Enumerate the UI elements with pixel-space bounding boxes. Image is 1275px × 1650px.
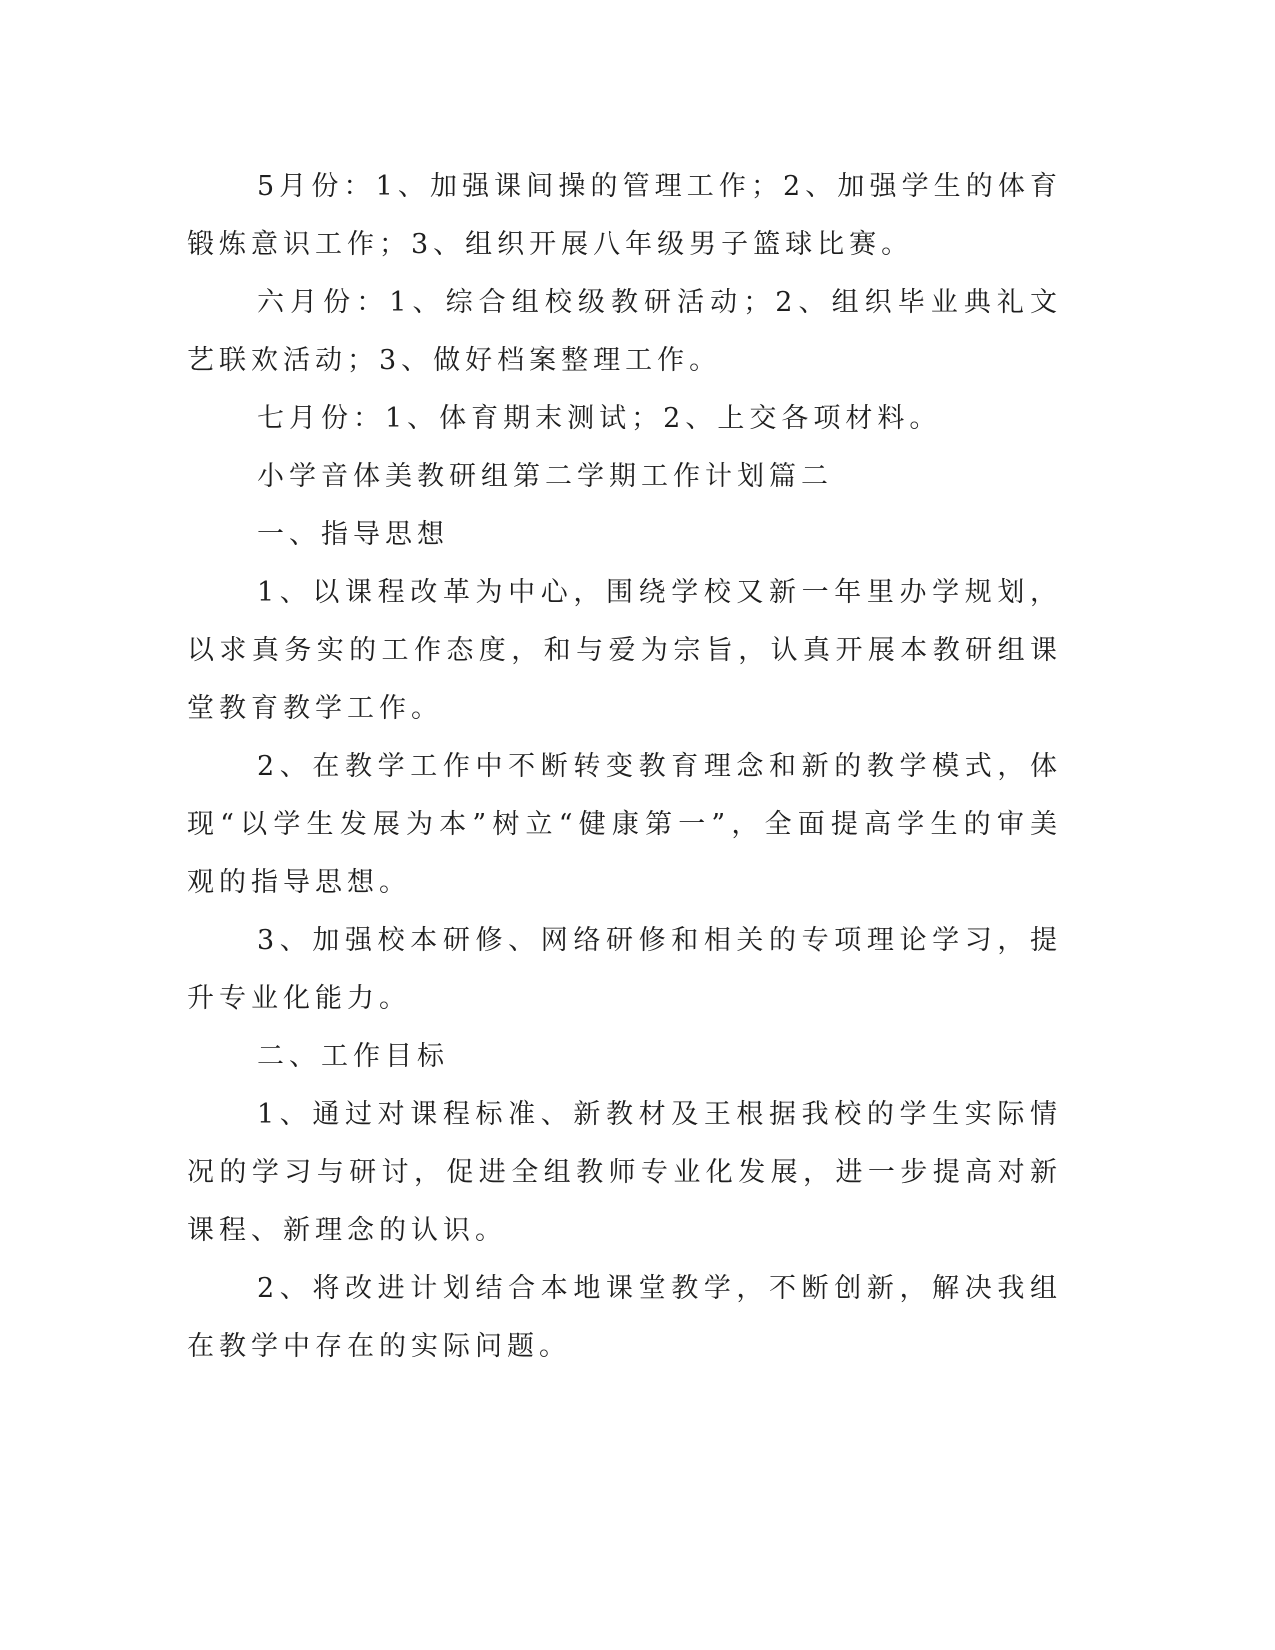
paragraph-ideology-1: 1、以课程改革为中心，围绕学校又新一年里办学规划，以求真务实的工作态度，和与爱为宗旨，认真开展本教研组课堂教育教学工作。 — [187, 577, 1062, 724]
document-body — [187, 158, 1062, 1376]
heading-work-goals: 二、工作目标 — [257, 1041, 449, 1072]
paragraph-ideology-3: 3、加强校本研修、网络研修和相关的专项理论学习，提升专业化能力。 — [187, 925, 1062, 1014]
paragraph-goal-1: 1、通过对课程标准、新教材及王根据我校的学生实际情况的学习与研讨，促进全组教师专业化发展，进一步提高对新课程、新理念的认识。 — [187, 1099, 1062, 1246]
paragraph-june-plan: 六月份：1、综合组校级教研活动；2、组织毕业典礼文艺联欢活动；3、做好档案整理工作。 — [187, 287, 1062, 376]
paragraph-goal-2: 2、将改进计划结合本地课堂教学，不断创新，解决我组在教学中存在的实际问题。 — [187, 1273, 1062, 1362]
paragraph-may-plan: 5月份：1、加强课间操的管理工作；2、加强学生的体育锻炼意识工作；3、组织开展八年级男子篮球比赛。 — [187, 171, 1062, 260]
paragraph-ideology-2: 2、在教学工作中不断转变教育理念和新的教学模式，体现“以学生发展为本”树立“健康第一”，全面提高学生的审美观的指导思想。 — [187, 751, 1062, 898]
paragraph-july-plan: 七月份：1、体育期末测试；2、上交各项材料。 — [257, 403, 942, 434]
heading-guiding-ideology: 一、指导思想 — [257, 519, 449, 550]
section-title-plan-two: 小学音体美教研组第二学期工作计划篇二 — [257, 461, 833, 492]
